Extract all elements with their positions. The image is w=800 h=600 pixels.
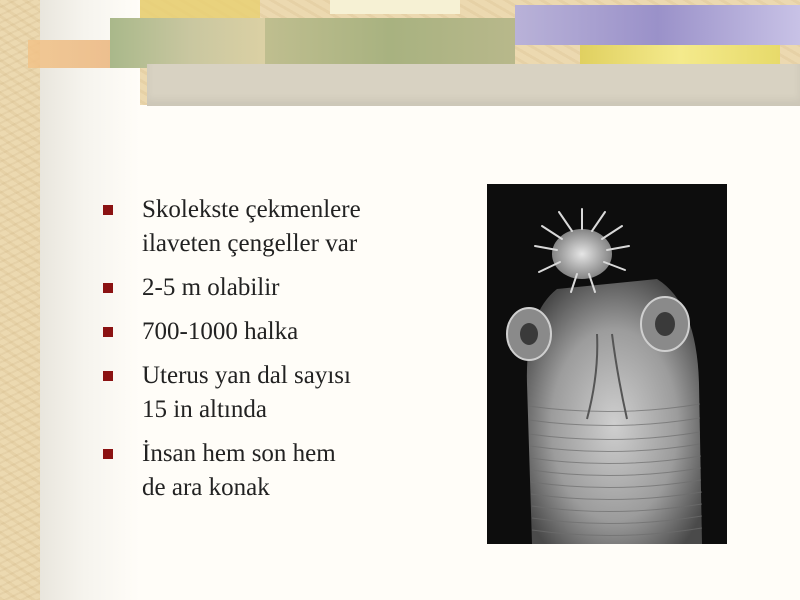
square-bullet-icon (103, 327, 113, 337)
bullet-text: Skolekste çekmenlere ilaveten çengeller var (142, 196, 361, 257)
title-bar (147, 64, 800, 106)
bullet-item (100, 315, 430, 349)
left-parchment-strip (0, 0, 40, 600)
bullet-item (100, 359, 430, 427)
square-bullet-icon (103, 205, 113, 215)
decorative-leaf-strip (265, 18, 515, 68)
square-bullet-icon (103, 371, 113, 381)
bullet-text: Uterus yan dal sayısı 15 in altında (142, 362, 351, 423)
decorative-strip (140, 0, 260, 18)
decorative-flower-strip (515, 5, 800, 45)
bullet-text: İnsan hem son hem de ara konak (142, 440, 336, 501)
square-bullet-icon (103, 449, 113, 459)
scolex-illustration (487, 184, 727, 544)
bullet-text: 700-1000 halka (142, 318, 299, 345)
scolex-micrograph-image (487, 184, 727, 544)
square-bullet-icon (103, 283, 113, 293)
bullet-list (100, 193, 430, 515)
decorative-strip (580, 45, 780, 65)
bullet-item (100, 271, 430, 305)
bullet-item (100, 437, 430, 505)
bullet-item (100, 193, 430, 261)
bullet-text: 2-5 m olabilir (142, 274, 280, 301)
decorative-strip (330, 0, 460, 14)
